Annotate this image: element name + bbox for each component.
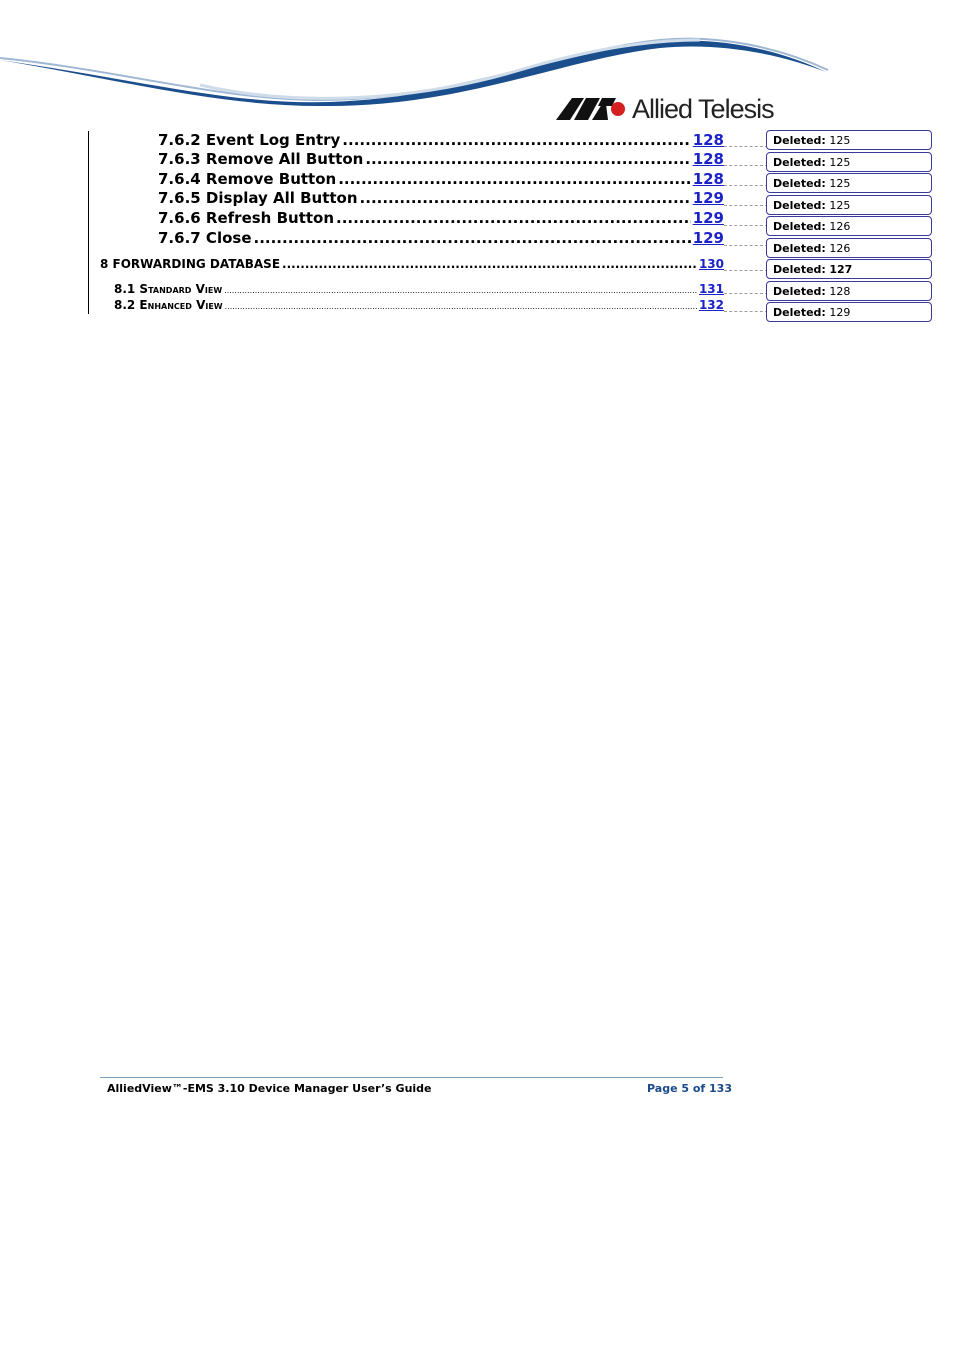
- revision-balloon[interactable]: [766, 259, 932, 279]
- toc-entry-label: 7.6.5 Display All Button: [158, 189, 358, 207]
- deleted-label: Deleted:: [773, 263, 826, 276]
- toc-leader: [338, 170, 690, 188]
- deleted-label: Deleted:: [773, 199, 826, 212]
- revision-balloon[interactable]: [766, 281, 932, 301]
- revision-connector: [724, 205, 768, 207]
- toc-entry-label: 7.6.2 Event Log Entry: [158, 131, 341, 149]
- toc-leader: [360, 189, 691, 207]
- toc-entry-label: 7.6.3 Remove All Button: [158, 150, 364, 168]
- toc-leader: [365, 150, 690, 168]
- deleted-value: 126: [829, 220, 851, 233]
- revision-balloon[interactable]: [766, 152, 932, 172]
- toc-entry: [158, 229, 724, 249]
- toc-entry: [158, 131, 724, 151]
- revision-connector: [724, 185, 768, 187]
- toc-page-link[interactable]: 129: [692, 209, 724, 227]
- revision-connector: [724, 225, 768, 227]
- toc-leader: [342, 131, 690, 149]
- toc-page-link[interactable]: 128: [692, 170, 724, 188]
- toc-page-link[interactable]: 128: [692, 131, 724, 149]
- toc-entry-label: 7.6.7 Close: [158, 229, 252, 247]
- deleted-value: 129: [829, 306, 851, 319]
- revision-balloon[interactable]: [766, 216, 932, 236]
- revision-connector: [724, 146, 768, 148]
- toc-page-link[interactable]: 131: [698, 282, 724, 296]
- revision-connector: [724, 245, 768, 247]
- toc-entry-label: 8.1 Standard View: [114, 282, 223, 296]
- toc-entry-label: 7.6.6 Refresh Button: [158, 209, 335, 227]
- deleted-label: Deleted:: [773, 134, 826, 147]
- deleted-label: Deleted:: [773, 242, 826, 255]
- footer-page-number: Page 5 of 133: [647, 1082, 732, 1095]
- revision-balloon[interactable]: [766, 173, 932, 193]
- toc-entry: [158, 189, 724, 209]
- toc-page-link[interactable]: 128: [692, 150, 724, 168]
- revision-connector: [724, 293, 768, 295]
- toc-entry-label: 7.6.4 Remove Button: [158, 170, 337, 188]
- toc-entry-label: 8 FORWARDING DATABASE: [100, 257, 281, 271]
- deleted-label: Deleted:: [773, 177, 826, 190]
- revision-balloon[interactable]: [766, 302, 932, 322]
- deleted-value: 125: [829, 134, 851, 147]
- deleted-label: Deleted:: [773, 220, 826, 233]
- revision-connector: [724, 311, 768, 313]
- toc-leader: [336, 209, 691, 227]
- toc-leader: [224, 286, 697, 295]
- revision-balloon[interactable]: [766, 238, 932, 258]
- deleted-value: 125: [829, 177, 851, 190]
- toc-page-link[interactable]: 129: [692, 229, 724, 247]
- toc-entry: [158, 150, 724, 170]
- revision-connector: [724, 270, 768, 272]
- change-bar: [88, 131, 89, 314]
- toc-entry: [158, 170, 724, 190]
- deleted-value: 127: [829, 263, 853, 276]
- revision-connector: [724, 165, 768, 167]
- footer-document-title: AlliedView™-EMS 3.10 Device Manager User’s Guide: [107, 1082, 432, 1095]
- toc-leader: [254, 229, 691, 247]
- deleted-label: Deleted:: [773, 156, 826, 169]
- company-logo: [556, 94, 774, 124]
- toc-entry-label: 8.2 Enhanced View: [114, 298, 223, 312]
- deleted-label: Deleted:: [773, 285, 826, 298]
- toc-page-link[interactable]: 129: [692, 189, 724, 207]
- revision-balloon[interactable]: [766, 130, 932, 150]
- toc-leader: [282, 257, 697, 271]
- toc-entry: [100, 257, 724, 275]
- deleted-value: 125: [829, 199, 851, 212]
- logo-text: Allied Telesis: [632, 93, 774, 124]
- toc-leader: [225, 302, 697, 311]
- deleted-value: 128: [829, 285, 851, 298]
- deleted-value: 126: [829, 242, 851, 255]
- toc-entry: [114, 298, 724, 314]
- toc-page-link[interactable]: 130: [698, 257, 724, 271]
- toc-page-link[interactable]: 132: [698, 298, 724, 312]
- footer-rule: [100, 1077, 723, 1078]
- deleted-label: Deleted:: [773, 306, 826, 319]
- revision-balloon[interactable]: [766, 195, 932, 215]
- toc-entry: [114, 282, 724, 298]
- toc-entry: [158, 209, 724, 229]
- allied-telesis-logo-icon: [556, 96, 626, 122]
- deleted-value: 125: [829, 156, 851, 169]
